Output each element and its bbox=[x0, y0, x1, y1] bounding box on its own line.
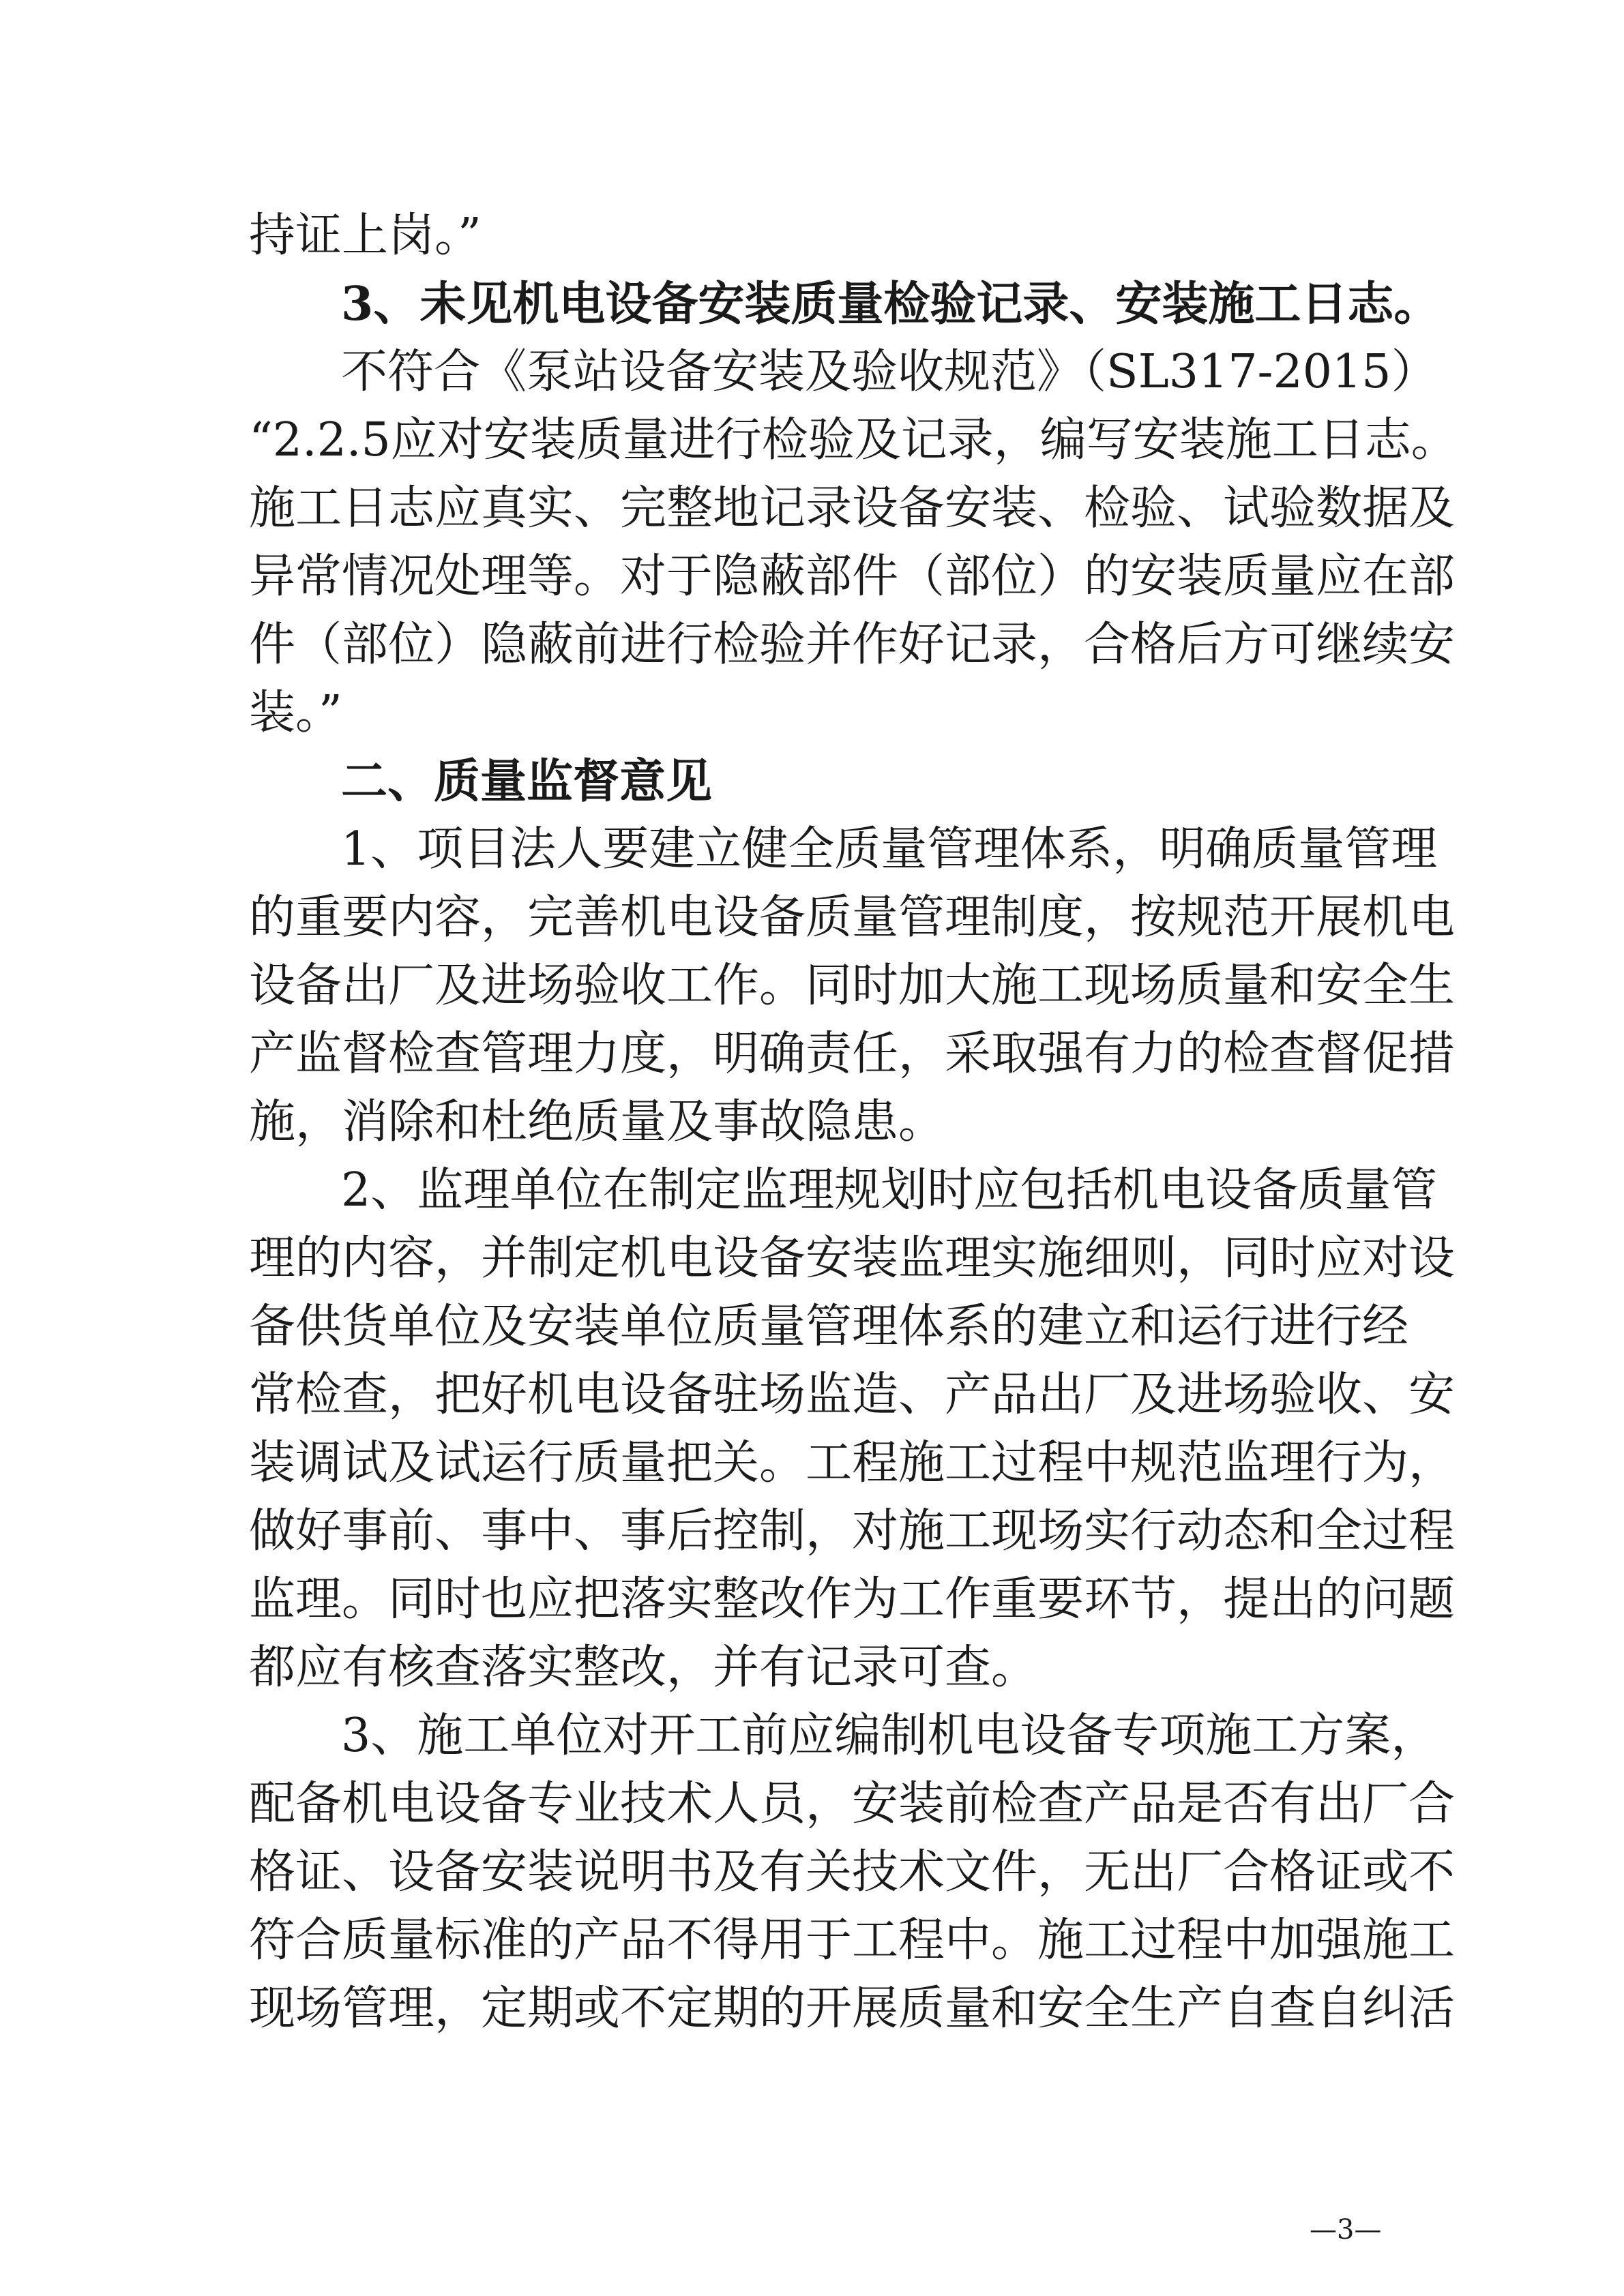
text-line: 配备机电设备专业技术人员，安装前检查产品是否有出厂合 bbox=[249, 1777, 1456, 1831]
text-line: “2.2.5应对安装质量进行检验及记录，编写安装施工日志。 bbox=[249, 413, 1458, 467]
text-line: 施工日志应真实、完整地记录设备安装、检验、试验数据及 bbox=[249, 481, 1456, 535]
text-line: 备供货单位及安装单位质量管理体系的建立和运行进行经 bbox=[249, 1300, 1409, 1354]
text-line: 产监督检查管理力度，明确责任，采取强有力的检查督促措 bbox=[249, 1027, 1456, 1081]
text-line: 格证、设备安装说明书及有关技术文件，无出厂合格证或不 bbox=[249, 1845, 1456, 1899]
text-line: 装。” bbox=[249, 686, 342, 740]
text-line: 符合质量标准的产品不得用于工程中。施工过程中加强施工 bbox=[249, 1913, 1456, 1967]
text-line: 件（部位）隐蔽前进行检验并作好记录，合格后方可继续安 bbox=[249, 618, 1456, 672]
text-line: 施，消除和杜绝质量及事故隐患。 bbox=[249, 1095, 945, 1149]
section-heading: 3、未见机电设备安装质量检验记录、安装施工日志。 bbox=[341, 277, 1441, 331]
text-line: 持证上岗。” bbox=[249, 209, 482, 263]
text-line: 监理。同时也应把落实整改作为工作重要环节，提出的问题 bbox=[249, 1572, 1456, 1626]
text-line: 做好事前、事中、事后控制，对施工现场实行动态和全过程 bbox=[249, 1504, 1456, 1558]
text-line: 的重要内容，完善机电设备质量管理制度，按规范开展机电 bbox=[249, 891, 1456, 944]
text-line: 设备出厂及进场验收工作。同时加大施工现场质量和安全生 bbox=[249, 959, 1456, 1013]
text-line: 现场管理，定期或不定期的开展质量和安全生产自查自纠活 bbox=[249, 1982, 1456, 2036]
section-heading: 二、质量监督意见 bbox=[341, 754, 713, 809]
text-line: 2、监理单位在制定监理规划时应包括机电设备质量管 bbox=[341, 1163, 1438, 1217]
text-line: 常检查，把好机电设备驻场监造、产品出厂及进场验收、安 bbox=[249, 1368, 1456, 1422]
text-line: 3、施工单位对开工前应编制机电设备专项施工方案， bbox=[341, 1709, 1438, 1763]
text-line: 装调试及试运行质量把关。工程施工过程中规范监理行为， bbox=[249, 1436, 1456, 1490]
text-line: 1、项目法人要建立健全质量管理体系，明确质量管理 bbox=[341, 822, 1438, 876]
text-line: 不符合《泵站设备安装及验收规范》（SL317-2015） bbox=[341, 345, 1438, 399]
text-line: 都应有核查落实整改，并有记录可查。 bbox=[249, 1641, 1038, 1695]
text-line: 异常情况处理等。对于隐蔽部件（部位）的安装质量应在部 bbox=[249, 550, 1456, 603]
text-line: 理的内容，并制定机电设备安装监理实施细则，同时应对设 bbox=[249, 1232, 1456, 1285]
page-number: —3— bbox=[1310, 2214, 1382, 2246]
